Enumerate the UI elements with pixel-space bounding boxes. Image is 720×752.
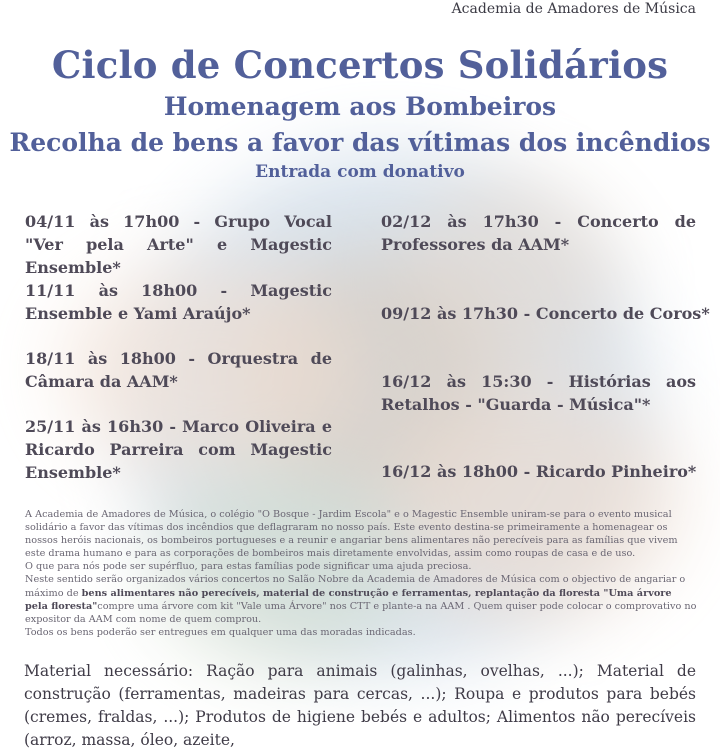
subtitle-collection: Recolha de bens a favor das vítimas dos incêndios (9, 128, 711, 157)
event-item: 18/11 às 18h00 - Orquestra de Câmara da AAM* (25, 349, 332, 391)
event-item: 09/12 às 17h30 - Concerto de Coros* (381, 304, 710, 323)
event-item: 02/12 às 17h30 - Concerto de Professores da AAM* (381, 212, 696, 254)
event-item: 25/11 às 16h30 - Marco Oliveira e Ricardo Parreira com Magestic Ensemble* (25, 417, 332, 482)
description-paragraph: O que para nós pode ser supérfluo, para estas famílias pode significar uma ajuda preciosa. (25, 561, 472, 573)
description-paragraph: A Academia de Amadores de Música, o colégio "O Bosque - Jardim Escola" e o Magestic Ensemble uniram-se para o evento musical solidário a favor das vítimas dos incêndios que deflagraram no nosso país. Este evento destina-se primeiramente a homenagear os nossos heróis nacionais, os bombeiros portugueses e a reunir e angariar bens alimentares não perecíveis para as famílias que vivem este drama humano e para as corporações de bombeiros mais diretamente envolvidas, assim como roupas de casa e de uso. (25, 509, 678, 560)
page-title: Ciclo de Concertos Solidários (51, 43, 669, 87)
description-paragraph: Neste sentido serão organizados vários concertos no Salão Nobre da Academia de Amadores de Música com o objectivo de angariar o máximo de bens alimentares não perecíveis, material de construção e ferramentas, replantação da floresta "Uma árvore pela floresta"compre uma árvore com kit "Vale uma Árvore" nos CTT e plante-a na AAM . Quem quiser pode colocar o comprovativo no expositor da AAM com nome de quem comprou. (25, 574, 697, 625)
event-item: 16/12 às 15:30 - Histórias aos Retalhos - "Guarda - Música"* (381, 372, 696, 414)
subtitle-homage: Homenagem aos Bombeiros (163, 92, 557, 121)
description-paragraph: Todos os bens poderão ser entregues em qualquer uma das moradas indicadas. (25, 626, 416, 638)
entry-note: Entrada com donativo (255, 162, 465, 182)
event-item: 04/11 às 17h00 - Grupo Vocal "Ver pela Arte" e Magestic Ensemble* (25, 212, 332, 277)
event-item: 11/11 às 18h00 - Magestic Ensemble e Yami Araújo* (25, 281, 332, 323)
event-item: 16/12 às 18h00 - Ricardo Pinheiro* (381, 462, 697, 481)
event-description (25, 508, 697, 639)
organization-name: Academia de Amadores de Música (451, 1, 696, 17)
materials-needed: Material necessário: Ração para animais (galinhas, ovelhas, ...); Material de construção (ferramentas, madeiras para cercas, ...); Roupa e produtos para bebés (cremes, fraldas, ...); Produtos de higiene bebés e adultos; Alimentos não perecíveis (arroz, massa, óleo, azeite, (24, 662, 696, 749)
